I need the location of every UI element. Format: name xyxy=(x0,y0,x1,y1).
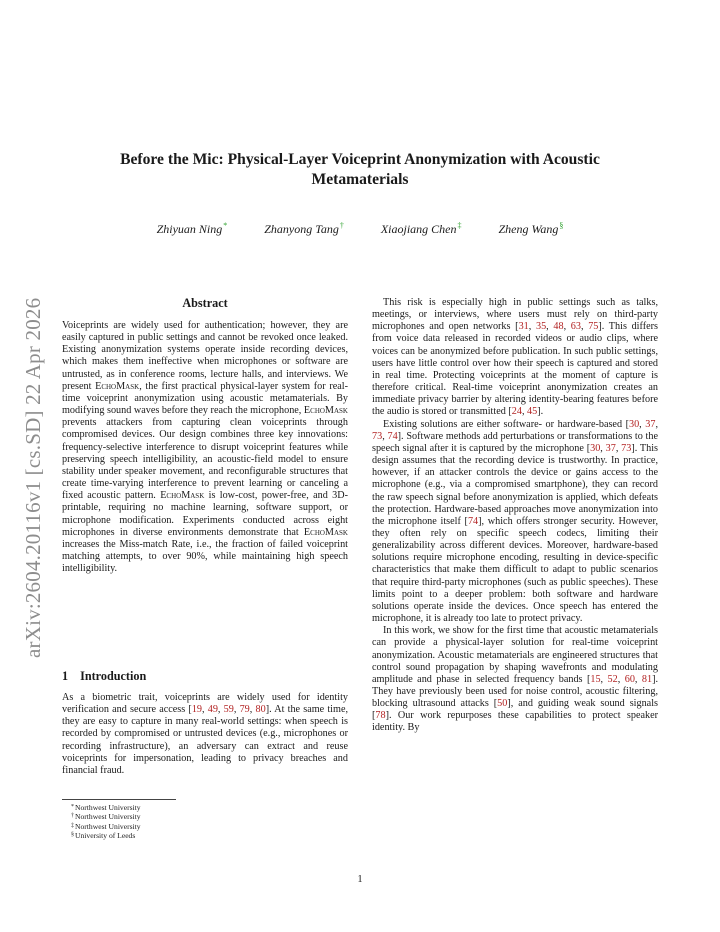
footnotes xyxy=(62,803,141,841)
footnote-text: Northwest University xyxy=(75,821,141,831)
author-mark: * xyxy=(223,221,228,230)
author xyxy=(381,221,462,237)
paragraph: This risk is especially high in public settings such as talks, meetings, or interviews, where users must rely on third-party microphones and open networks [31, 35, 48, 63, 75]. This differs from voice data released in recorded videos or audio clips, where voices can be anonymized before publication. In such public settings, users have little control over how their speech is captured and stored in real time. Protecting voiceprints at the moment of capture is therefore critical. Real-time voiceprint anonymization creates an immediate privacy barrier by altering identity-bearing features before the audio is stored or transmitted [24, 45]. xyxy=(372,297,658,418)
section-heading xyxy=(62,669,146,684)
paragraph: As a biometric trait, voiceprints are widely used for identity verification and secure access [19, 49, 59, 79, 80]. At the same time, they are easy to capture in many real-world settings: when speech is recorded by compromised or untrusted devices (e.g., microphones or recording infrastructure), an adversary can extract and reuse voiceprints for impersonation, leading to privacy breaches and financial fraud. xyxy=(62,692,349,776)
author xyxy=(499,221,564,237)
arxiv-stamp: arXiv:2604.20116v1 [cs.SD] 22 Apr 2026 xyxy=(21,297,45,658)
footnote xyxy=(62,803,141,812)
footnote-text: University of Leeds xyxy=(75,831,136,841)
paragraph: In this work, we show for the first time that acoustic metamaterials can provide a physical-layer solution for real-time voiceprint anonymization. Acoustic metamaterials are engineered structures that control sound propagation by shaping wavefronts and modulating amplitude and phase in selected frequency bands [15, 52, 60, 81]. They have previously been used for noise control, acoustic filtering, blocking ultrasound attacks [50], and guiding weak sound signals [78]. Our work repurposes these capabilities to protect speaker identity. By xyxy=(372,625,659,734)
author xyxy=(264,221,344,237)
author-name: Zhanyong Tang xyxy=(264,222,339,236)
section-number: 1 xyxy=(62,669,69,683)
author-name: Zhiyuan Ning xyxy=(156,222,223,236)
page-number: 1 xyxy=(357,874,363,885)
footnote xyxy=(62,822,141,831)
author-mark: † xyxy=(339,221,344,230)
abstract-heading: Abstract xyxy=(182,296,228,310)
author-name: Xiaojiang Chen xyxy=(380,222,457,236)
paragraph: Existing solutions are either software- or hardware-based [30, 37, 73, 74]. Software methods add perturbations or transformations to the speech signal after it is captured by the microphone [30, 37, 73]. This design assumes that the recording device is trustworthy. In practice, however, if an attacker controls the device or gains access to the microphone (e.g., via a compromised smartphone), they can record the raw speech signal before anonymization is applied, which defeats the protection. Hardware-based approaches move anonymization into the microphone itself [74], which offers stronger security. However, they often rely on specific speech codecs, limiting their generalizability across different devices. Moreover, hardware-based solutions require microphone encoding, resulting in device-specific characteristics that make them difficult to adapt to public scenarios that require third-party microphones (such as public speeches). These limits point to a deeper problem: both software and hardware solutions operate inside the devices. Once speech has entered the microphone, it is already too late to protect privacy. xyxy=(372,418,659,625)
author xyxy=(157,221,228,237)
footnote xyxy=(62,812,141,821)
footnote xyxy=(62,831,141,840)
author-mark: ‡ xyxy=(457,221,462,230)
footnote-mark: * xyxy=(71,804,74,810)
author-mark: § xyxy=(559,221,564,230)
footnote-divider xyxy=(62,799,176,800)
abstract-text: Voiceprints are widely used for authentication; however, they are easily captured in public settings and cannot be revoked once leaked. Existing anonymization systems operate inside recording devices, which makes them ineffective when microphones or software are untrusted, as in conference rooms, lecture halls, and interviews. We present EchoMask, the first practical physical-layer system for real-time voiceprint anonymization using acoustic metamaterials. By modifying sound waves before they reach the microphone, EchoMask prevents attackers from capturing clean voiceprints through compromised devices. Our design combines three key innovations: frequency-selective interference to disrupt voiceprint features while preserving speech intelligibility, an acoustic-field model to ensure stability under speaker movement, and reconfigurable structures that create time-varying interference to prevent learning or canceling a fixed acoustic pattern. EchoMask is low-cost, power-free, and 3D-printable, requiring no machine learning, software support, or microphone modification. Experiments conducted across eight microphones in diverse environments demonstrate that EchoMask increases the Miss-match Rate, i.e., the fraction of failed voiceprint matching attempts, to over 90%, while maintaining high speech intelligibility. xyxy=(62,320,348,575)
section-title: Introduction xyxy=(80,669,147,683)
footnote-text: Northwest University xyxy=(75,803,141,812)
footnote-mark: § xyxy=(71,832,74,839)
author-list xyxy=(0,221,720,237)
right-column xyxy=(372,297,658,735)
author-name: Zheng Wang xyxy=(498,222,559,236)
paper-title: Before the Mic: Physical-Layer Voiceprint Anonymization with Acoustic Metamaterials xyxy=(120,151,600,188)
footnote-mark: † xyxy=(71,813,74,820)
footnote-mark: ‡ xyxy=(71,822,74,829)
intro-paragraph xyxy=(62,692,348,777)
footnote-text: Northwest University xyxy=(75,812,141,822)
